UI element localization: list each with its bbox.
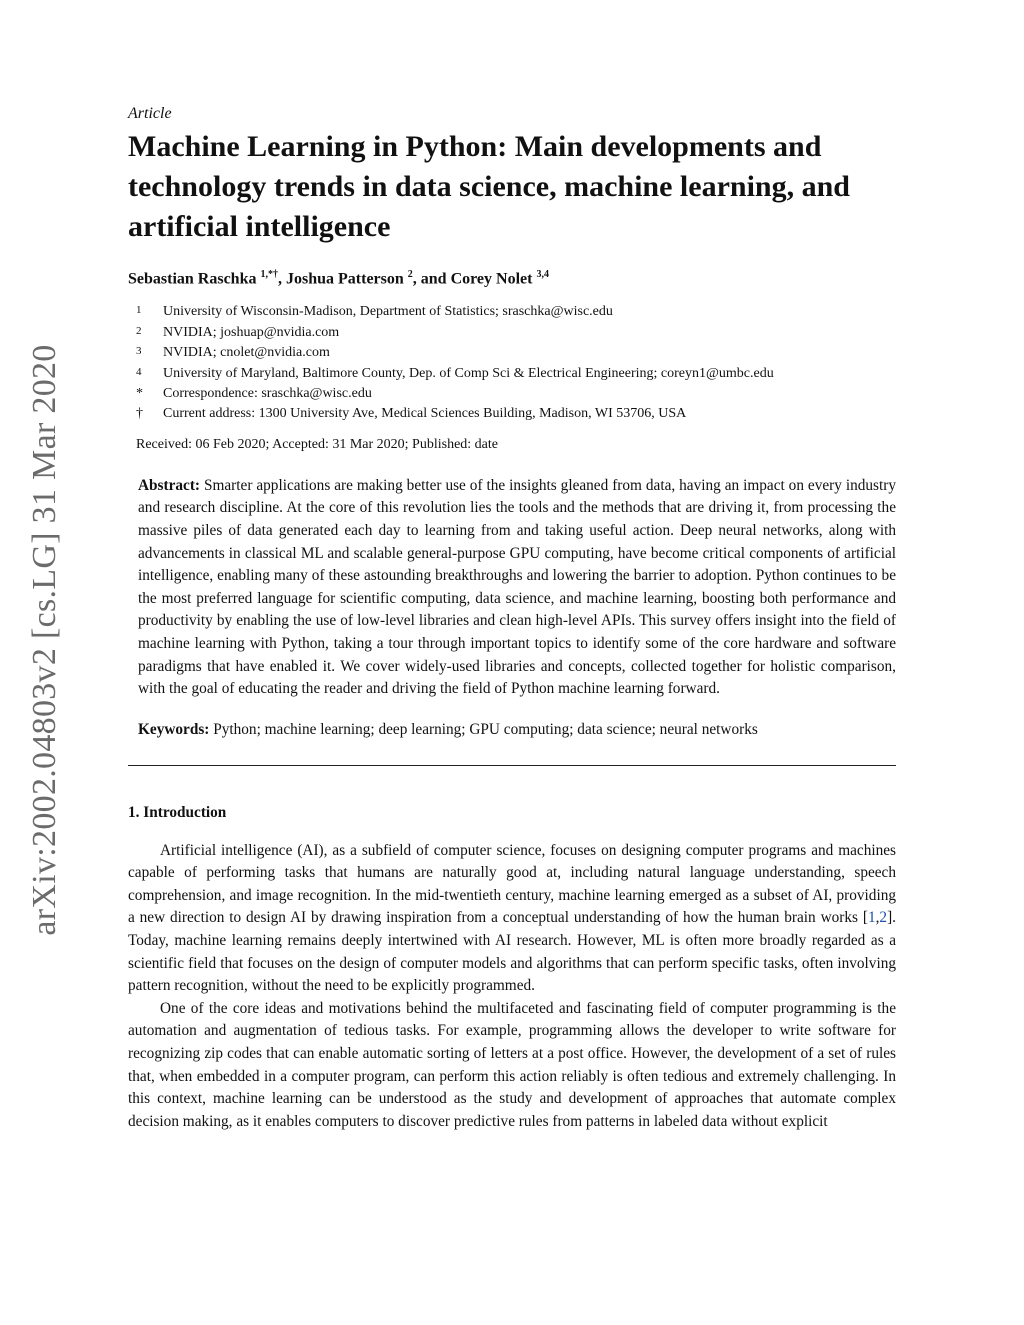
author-name: Corey Nolet (450, 270, 533, 288)
affiliation-text: Correspondence: sraschka@wisc.edu (163, 385, 372, 401)
affiliation-marker: 2 (136, 324, 142, 337)
affiliation-text: NVIDIA; cnolet@nvidia.com (163, 345, 330, 361)
affiliation-list (136, 302, 896, 424)
affiliation-item (136, 384, 896, 404)
affiliation-marker: * (136, 385, 143, 401)
citation-link-1[interactable]: 1 (867, 909, 876, 927)
keywords (138, 721, 896, 739)
paragraph-text: Artificial intelligence (AI), as a subfield of computer science, focuses on designing computer programs and machines capable of performing tasks that humans are naturally good at, including natural language understanding, speech comprehension, and image recognition. In the mid-twentieth century, machine learning emerged as a subset of AI, providing a new direction to design AI by drawing inspiration from a conceptual understanding of how the human brain works [ (128, 841, 896, 927)
article-label: Article (128, 105, 172, 122)
paragraph-text: ]. Today, machine learning remains deeply intertwined with AI research. However, ML is often more broadly regarded as a scientific field that focuses on the design of computer models and algorithms that can perform specific tasks, often involving pattern recognition, without the need to be explicitly programmed. (128, 909, 896, 995)
author-separator: , (277, 270, 286, 288)
affiliation-marker: 3 (136, 345, 142, 358)
affiliation-marker: 1 (136, 304, 142, 317)
affiliation-marker: † (136, 406, 143, 422)
affiliation-item (136, 404, 896, 424)
paper-title: Machine Learning in Python: Main developments and technology trends in data science, machine learning, and artificial intelligence (128, 130, 850, 243)
affiliation-text: University of Maryland, Baltimore County, Dep. of Comp Sci & Electrical Engineering; coreyn1@umbc.edu (163, 365, 774, 381)
paper-page (128, 105, 896, 1133)
affiliation-text: Current address: 1300 University Ave, Medical Sciences Building, Madison, WI 53706, USA (163, 406, 687, 422)
affiliation-text: University of Wisconsin-Madison, Department of Statistics; sraschka@wisc.edu (163, 304, 613, 320)
author-affil-marks: 1,*† (260, 269, 278, 280)
keywords-text: Python; machine learning; deep learning; GPU computing; data science; neural networks (213, 720, 758, 738)
abstract (138, 475, 896, 701)
author-separator: , and (412, 270, 451, 288)
author-affil-marks: 2 (407, 269, 413, 280)
author-name: Sebastian Raschka (128, 270, 257, 288)
publication-dates: Received: 06 Feb 2020; Accepted: 31 Mar 2020; Published: date (136, 436, 498, 452)
citation-link-2[interactable]: 2 (879, 909, 888, 927)
affiliation-text: NVIDIA; joshuap@nvidia.com (163, 324, 340, 340)
section-heading: 1. Introduction (128, 803, 227, 821)
author-affil-marks: 3,4 (536, 269, 549, 280)
arxiv-sidebar (15, 340, 75, 940)
affiliation-item (136, 302, 896, 322)
keywords-label: Keywords: (138, 720, 210, 738)
author-name: Joshua Patterson (285, 270, 404, 288)
section-divider (128, 765, 896, 766)
citation-separator: , (875, 909, 880, 927)
author-list (128, 269, 896, 288)
affiliation-item (136, 364, 896, 384)
affiliation-item (136, 343, 896, 363)
affiliation-marker: 4 (136, 365, 142, 378)
arxiv-identifier: arXiv:2002.04803v2 [cs.LG] 31 Mar 2020 (26, 344, 63, 936)
intro-paragraph-1 (128, 840, 896, 998)
intro-paragraph-2: One of the core ideas and motivations behind the multifaceted and fascinating field of computer programming is the automation and augmentation of tedious tasks. For example, programming allows the developer to write software for recognizing zip codes that can enable automatic sorting of letters at a post office. However, the development of a set of rules that, when embedded in a computer program, can perform this action reliably is often tedious and extremely challenging. In this context, machine learning can be understood as the study and development of approaches that automate complex decision making, as it enables computers to discover predictive rules from patterns in labeled data without explicit (128, 999, 896, 1130)
affiliation-item (136, 323, 896, 343)
abstract-text: Smarter applications are making better use of the insights gleaned from data, having an impact on every industry and research discipline. At the core of this revolution lies the tools and the methods that are driving it, from processing the massive piles of data generated each day to learning from and taking useful action. Deep neural networks, along with advancements in classical ML and scalable general-purpose GPU computing, have become critical components of artificial intelligence, enabling many of these astounding breakthroughs and lowering the barrier to adoption. Python continues to be the most preferred language for scientific computing, data science, and machine learning, boosting both performance and productivity by enabling the use of low-level libraries and clean high-level APIs. This survey offers insight into the field of machine learning with Python, taking a tour through important topics to identify some of the core hardware and software paradigms that have enabled it. We cover widely-used libraries and concepts, collected together for holistic comparison, with the goal of educating the reader and driving the field of Python machine learning forward. (138, 476, 896, 698)
abstract-label: Abstract: (138, 476, 201, 494)
